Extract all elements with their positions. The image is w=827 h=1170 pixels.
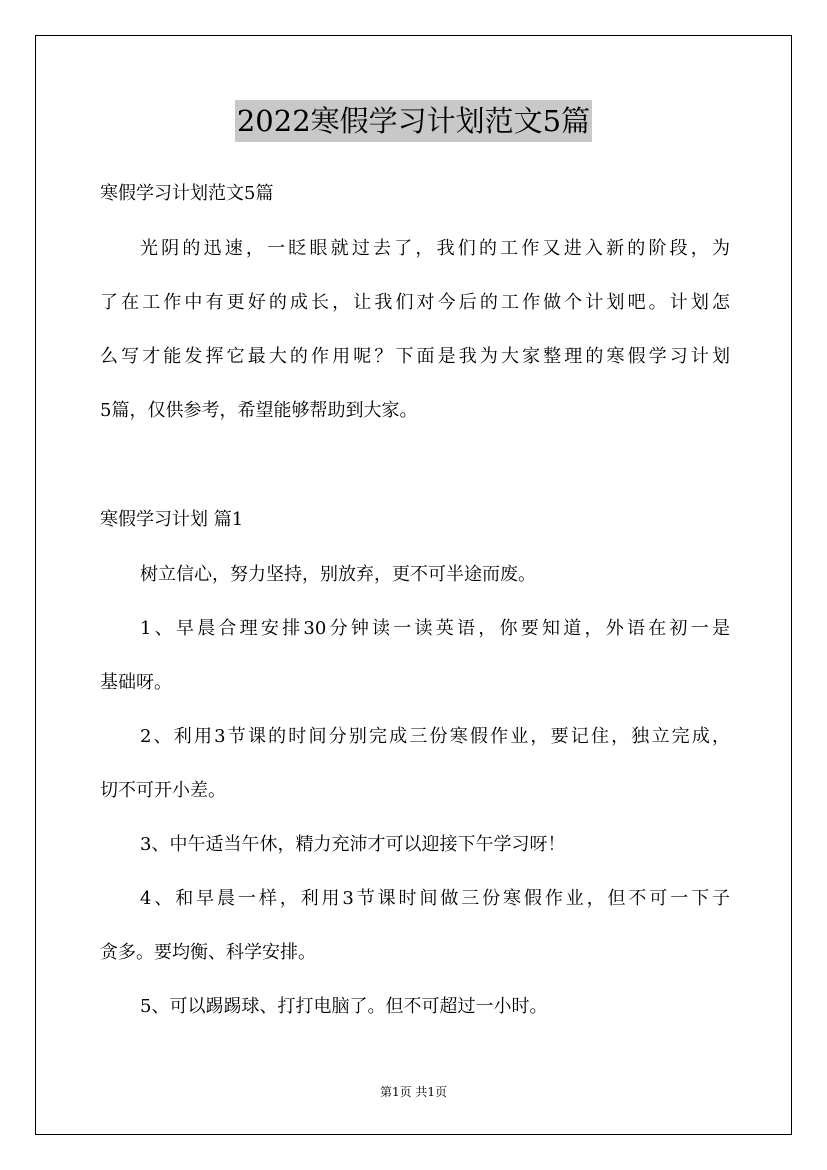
paragraph-2-line-1: 2、利用3节课的时间分别完成三份寒假作业，要记住，独立完成， [140,726,730,747]
paragraph-2-line-2: 切不可开小差。 [100,780,226,801]
intro-line-2: 了在工作中有更好的成长，让我们对今后的工作做个计划吧。计划怎 [100,292,730,313]
paragraph-4-line-2: 贪多。要均衡、科学安排。 [100,942,316,963]
document-title [0,100,827,142]
intro-line-1: 光阴的迅速，一眨眼就过去了，我们的工作又进入新的阶段，为 [140,238,730,259]
page-footer: 第1页 共1页 [379,1085,448,1099]
document-title-text: 2022寒假学习计划范文5篇 [235,100,592,142]
paragraph-0: 树立信心，努力坚持，别放弃，更不可半途而废。 [140,564,536,585]
paragraph-3: 3、中午适当午休，精力充沛才可以迎接下午学习呀！ [140,834,566,855]
paragraph-5: 5、可以踢踢球、打打电脑了。但不可超过一小时。 [140,996,548,1017]
paragraph-4-line-1: 4、和早晨一样，利用3节课时间做三份寒假作业，但不可一下子 [140,888,730,909]
intro-line-4: 5篇，仅供参考，希望能够帮助到大家。 [100,400,418,421]
section-heading: 寒假学习计划 篇1 [100,509,244,530]
paragraph-1-line-2: 基础呀。 [100,672,172,693]
intro-line-3: 么写才能发挥它最大的作用呢？下面是我为大家整理的寒假学习计划 [100,346,730,367]
paragraph-1-line-1: 1、早晨合理安排30分钟读一读英语，你要知道，外语在初一是 [140,618,730,639]
subtitle: 寒假学习计划范文5篇 [100,183,274,204]
